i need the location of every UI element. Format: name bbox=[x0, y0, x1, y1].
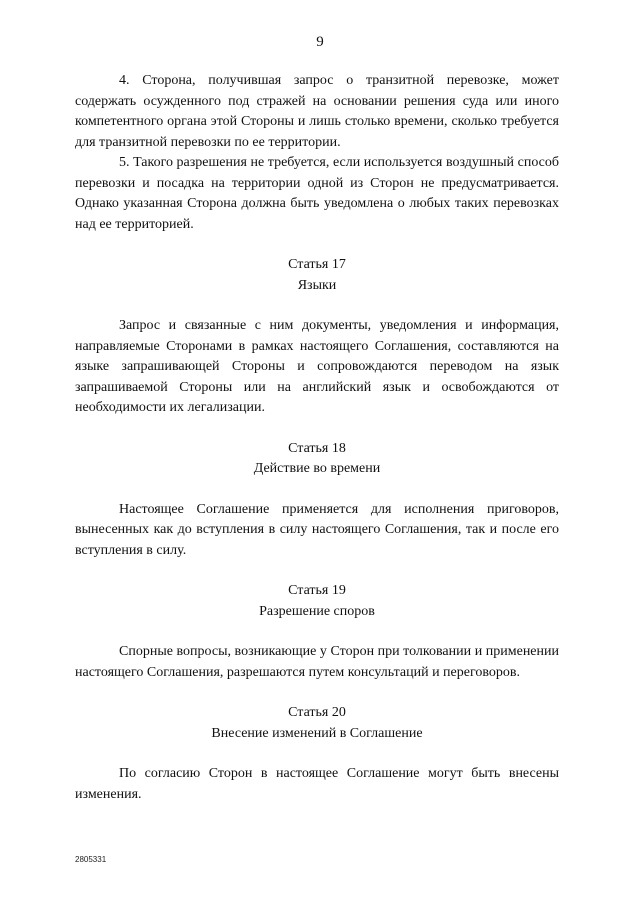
paragraph-4: 4. Сторона, получившая запрос о транзитной перевозке, может содержать осужденного под стражей на основании решения суда или иного компетентного органа этой Стороны и лишь столько времени, сколько требуется для транзитной перевозки по ее территории. bbox=[75, 73, 559, 150]
paragraph-5: 5. Такого разрешения не требуется, если используется воздушный способ перевозки и посадка на территории одной из Сторон не предусматривается. Однако указанная Сторона должна быть уведомлена о любых таких перевозках над ее территорией. bbox=[75, 155, 559, 232]
article-title: Внесение изменений в Соглашение bbox=[211, 725, 423, 741]
article-text: Настоящее Соглашение применяется для исполнения приговоров, вынесенных как до вступления в силу настоящего Соглашения, так и после его вступления в силу. bbox=[75, 501, 559, 558]
article-17 bbox=[75, 255, 559, 419]
article-19 bbox=[75, 581, 559, 683]
article-text: Запрос и связанные с ним документы, уведомления и информация, направляемые Сторонами в рамках настоящего Соглашения, составляются на языке запрашивающей Стороны и сопровождаются переводом на язык запрашиваемой Стороны или на английский язык и освобождаются от необходимости их легализации. bbox=[75, 318, 559, 415]
article-title: Языки bbox=[297, 277, 337, 293]
article-heading: Статья 17 bbox=[288, 257, 346, 272]
article-18 bbox=[75, 439, 559, 562]
article-title: Разрешение споров bbox=[259, 603, 375, 619]
article-heading: Статья 20 bbox=[288, 705, 346, 720]
article-text: Спорные вопросы, возникающие у Сторон при толковании и применении настоящего Соглашения, разрешаются путем консультаций и переговоров. bbox=[75, 644, 559, 680]
document-code: 2805331 bbox=[75, 855, 107, 864]
article-title: Действие во времени bbox=[253, 461, 381, 476]
page-number: 9 bbox=[316, 34, 324, 50]
article-text: По согласию Сторон в настоящее Соглашение могут быть внесены изменения. bbox=[75, 766, 559, 802]
article-heading: Статья 19 bbox=[288, 583, 346, 598]
document-body bbox=[75, 71, 559, 805]
article-20 bbox=[75, 703, 559, 805]
article-heading: Статья 18 bbox=[288, 440, 346, 456]
